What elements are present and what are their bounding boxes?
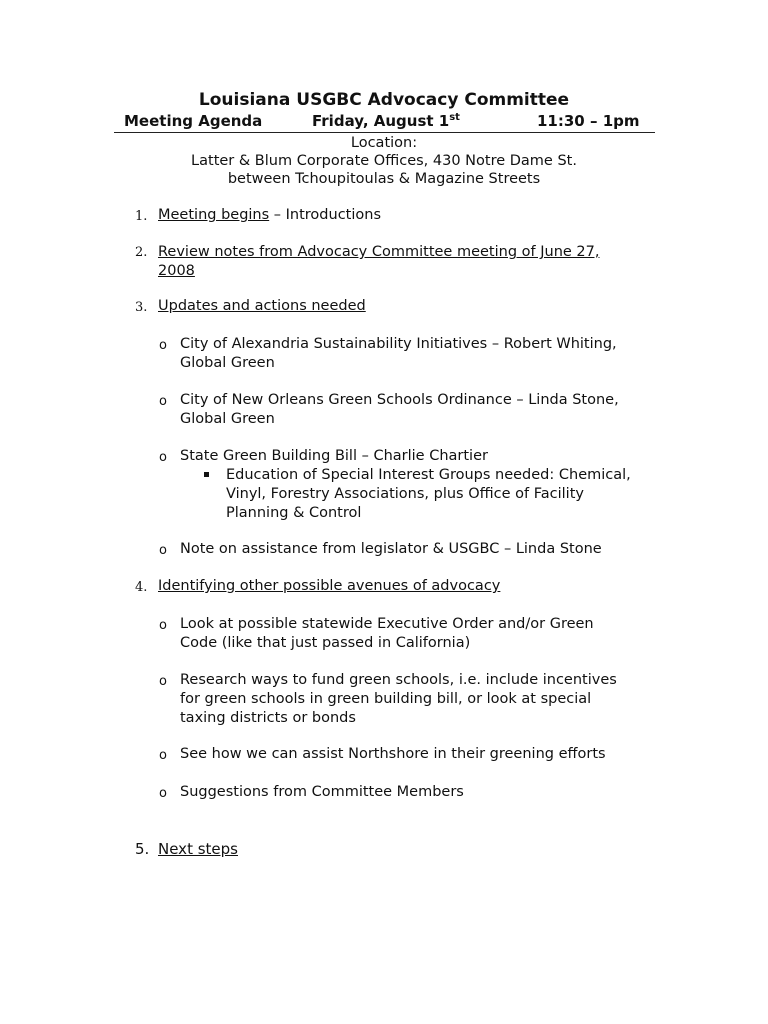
- subsub-line: Planning & Control: [226, 505, 362, 521]
- date-suffix: st: [449, 112, 460, 123]
- circle-bullet-icon: o: [159, 674, 167, 689]
- agenda-item-4: Identifying other possible avenues of advocacy: [158, 578, 501, 594]
- subsub-line: Vinyl, Forestry Associations, plus Office of Facility: [226, 486, 584, 502]
- document-title: Louisiana USGBC Advocacy Committee: [198, 90, 570, 110]
- subitem-line: Global Green: [180, 355, 275, 371]
- agenda-item-3: Updates and actions needed: [158, 298, 366, 314]
- agenda-item-2-line2: 2008: [158, 263, 195, 279]
- agenda-item-5: Next steps: [158, 840, 238, 858]
- subitem-line: Global Green: [180, 411, 275, 427]
- header-rule: [114, 132, 655, 133]
- agenda-number: 5.: [135, 840, 150, 858]
- meeting-date: Friday, August 1st: [312, 112, 460, 130]
- subitem-line: Research ways to fund green schools, i.e. include incentives: [180, 672, 617, 688]
- circle-bullet-icon: o: [159, 450, 167, 465]
- subitem-line: State Green Building Bill – Charlie Chartier: [180, 448, 488, 464]
- location-cross-streets: between Tchoupitoulas & Magazine Streets: [227, 171, 541, 187]
- agenda-number: 1.: [135, 209, 148, 224]
- circle-bullet-icon: o: [159, 748, 167, 763]
- circle-bullet-icon: o: [159, 543, 167, 558]
- subitem-line: for green schools in green building bill, or look at special: [180, 691, 592, 707]
- subitem-line: Code (like that just passed in California): [180, 635, 471, 651]
- circle-bullet-icon: o: [159, 394, 167, 409]
- circle-bullet-icon: o: [159, 786, 167, 801]
- agenda-number: 4.: [135, 580, 148, 595]
- square-bullet-icon: [204, 472, 209, 477]
- subitem-line: City of Alexandria Sustainability Initiatives – Robert Whiting,: [180, 336, 617, 352]
- meeting-time: 11:30 – 1pm: [537, 112, 640, 130]
- agenda-item-1: Meeting begins – Introductions: [158, 207, 382, 223]
- meeting-agenda-label: Meeting Agenda: [124, 112, 263, 130]
- subitem-line: taxing districts or bonds: [180, 710, 356, 726]
- subitem-line: See how we can assist Northshore in their greening efforts: [180, 746, 606, 762]
- location-address: Latter & Blum Corporate Offices, 430 Notre Dame St.: [191, 153, 577, 169]
- agenda-number: 2.: [135, 245, 148, 260]
- agenda-item-2-line1: Review notes from Advocacy Committee meeting of June 27,: [158, 244, 600, 260]
- location-label: Location:: [350, 135, 418, 151]
- subitem-line: Look at possible statewide Executive Order and/or Green: [180, 616, 594, 632]
- subitem-line: Suggestions from Committee Members: [180, 784, 464, 800]
- subitem-line: Note on assistance from legislator & USGBC – Linda Stone: [180, 541, 602, 557]
- subsub-line: Education of Special Interest Groups needed: Chemical,: [226, 467, 631, 483]
- subitem-line: City of New Orleans Green Schools Ordinance – Linda Stone,: [180, 392, 619, 408]
- agenda-number: 3.: [135, 300, 148, 315]
- circle-bullet-icon: o: [159, 618, 167, 633]
- circle-bullet-icon: o: [159, 338, 167, 353]
